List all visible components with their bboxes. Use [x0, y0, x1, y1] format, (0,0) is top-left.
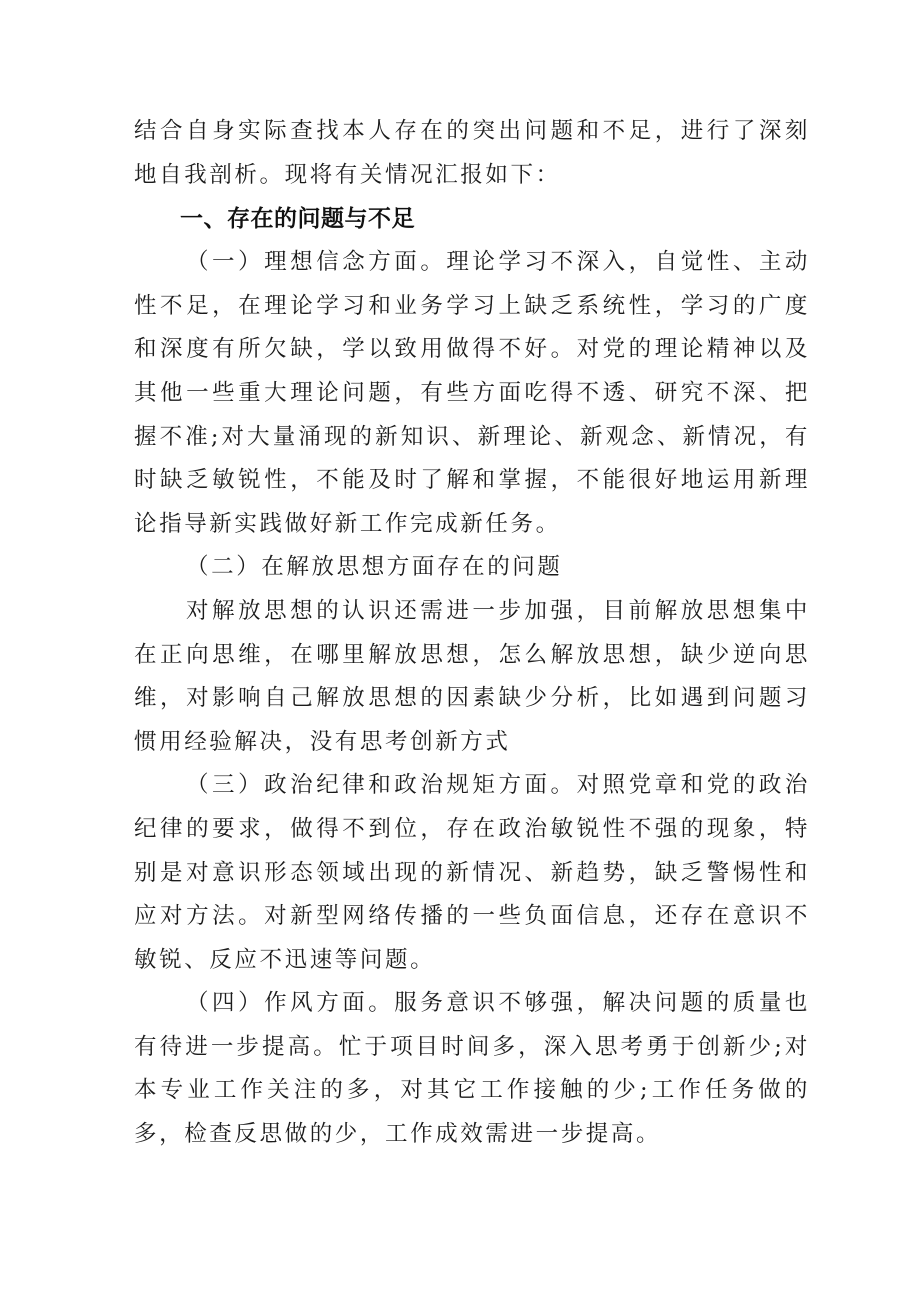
- paragraph-liberation-title: （二）在解放思想方面存在的问题: [186, 554, 563, 581]
- paragraph-ideals: （一）理想信念方面。理论学习不深入，自觉性、主动性不足，在理论学习和业务学习上缺乏系统性，学习的广度和深度有所欠缺，学以致用做得不好。对党的理论精神以及其他一些重大理论问题，有些方面吃得不透、研究不深、把握不准;对大量涌现的新知识、新理论、新观念、新情况，有时缺乏敏锐性，不能及时了解和掌握，不能很好地运用新理论指导新实践做好新工作完成新任务。: [134, 249, 810, 537]
- paragraph-discipline: （三）政治纪律和政治规矩方面。对照党章和党的政治纪律的要求，做得不到位，存在政治敏锐性不强的现象，特别是对意识形态领域出现的新情况、新趋势，缺乏警惕性和应对方法。对新型网络传播的一些负面信息，还存在意识不敏锐、反应不迅速等问题。: [134, 772, 810, 973]
- paragraph-work-style: （四）作风方面。服务意识不够强，解决问题的质量也有待进一步提高。忙于项目时间多，深入思考勇于创新少;对本专业工作关注的多，对其它工作接触的少;工作任务做的多，检查反思做的少，工作成效需进一步提高。: [134, 990, 810, 1148]
- intro-paragraph: 结合自身实际查找本人存在的突出问题和不足，进行了深刻地自我剖析。现将有关情况汇报如下：: [134, 118, 810, 188]
- section-heading: 一、存在的问题与不足: [180, 206, 415, 233]
- paragraph-liberation: 对解放思想的认识还需进一步加强，目前解放思想集中在正向思维，在哪里解放思想，怎么解放思想，缺少逆向思维，对影响自己解放思想的因素缺少分析，比如遇到问题习惯用经验解决，没有思考创新方式: [134, 597, 810, 755]
